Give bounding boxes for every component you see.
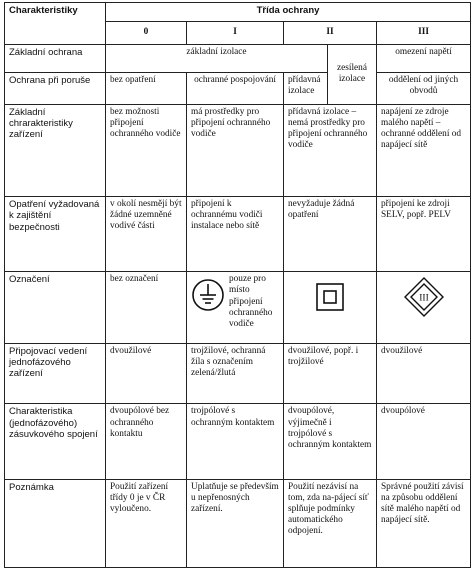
class-iii-diamond-icon xyxy=(404,277,444,317)
plug-label-bold2: zásuvkového spojení xyxy=(9,429,98,441)
plug-class1-cell: trojpólové s ochranným kontaktem xyxy=(187,404,284,479)
protection-class-table xyxy=(4,2,471,568)
marking-label: Označení xyxy=(5,272,106,343)
measures-label-rest: vyžadovaná k zajištění bezpečnosti xyxy=(9,198,100,233)
note-label: Poznámka xyxy=(5,479,106,567)
class-1-header: I xyxy=(187,21,284,44)
basic-insulation-cell: základní izolace xyxy=(106,44,328,72)
header-row-1 xyxy=(5,3,471,22)
row-plug xyxy=(5,404,471,479)
measures-class3-cell: připojení ke zdroji SELV, popř. PELV xyxy=(377,196,471,271)
note-class2-cell: Použití nezávisí na tom, zda na-pájecí síť splňuje podmínky automatického odpojení. xyxy=(284,479,377,567)
row-measures xyxy=(5,196,471,271)
characteristics-class3-cell: napájení ze zdroje malého napětí – ochranné oddělení od napájecí sítě xyxy=(377,104,471,196)
fault-class0-cell: bez opatření xyxy=(106,73,187,104)
row-supply-lead xyxy=(5,343,471,404)
supply-lead-class3-cell: dvoužilové xyxy=(377,343,471,404)
class-2-header: II xyxy=(284,21,377,44)
measures-class0-cell: v okolí nesmějí být žádné uzemněné vodivé části xyxy=(106,196,187,271)
fault-class2-cell: přídavná izolace xyxy=(284,73,328,104)
class-ii-double-square-icon xyxy=(316,283,344,311)
measures-label xyxy=(5,196,106,271)
row-note xyxy=(5,479,471,567)
marking-class1-cell xyxy=(187,272,284,343)
header-protection-class: Třída ochrany xyxy=(106,3,471,22)
fault-class3-cell: oddělení od jiných obvodů xyxy=(377,73,471,104)
reinforced-insulation-cell: zesílená izolace xyxy=(328,44,377,104)
voltage-limit-cell: omezení napětí xyxy=(377,44,471,72)
plug-class2-cell: dvoupólové, výjimečně i trojpólové s ochranným kontaktem xyxy=(284,404,377,479)
marking-class0-cell: bez označení xyxy=(106,272,187,343)
supply-lead-label xyxy=(5,343,106,404)
plug-label-bold: Charakteristika xyxy=(9,406,73,418)
measures-class2-cell: nevyžaduje žádná opatření xyxy=(284,196,377,271)
note-class0-cell: Použití zařízení třídy 0 je v ČR vyloučeno. xyxy=(106,479,187,567)
plug-class0-cell: dvoupólové bez ochranného kontaktu xyxy=(106,404,187,479)
plug-label-mid: (jednofázového) xyxy=(9,417,78,429)
supply-lead-class0-cell: dvoužilové xyxy=(106,343,187,404)
class-0-header: 0 xyxy=(106,21,187,44)
supply-lead-label-bold: Připojovací vedení xyxy=(9,345,88,357)
fault-class1-cell: ochranné pospojování xyxy=(187,73,284,104)
supply-lead-class2-cell: dvoužilové, popř. i trojžilové xyxy=(284,343,377,404)
supply-lead-label-rest: jednofázového zařízení xyxy=(9,356,71,380)
basic-protection-label: Základní ochrana xyxy=(5,44,106,72)
note-class3-cell: Správné použití závisí na způsobu oddělení sítě malého napětí od napájecí sítě. xyxy=(377,479,471,567)
marking-class3-cell xyxy=(377,272,471,343)
row-marking xyxy=(5,272,471,343)
measures-class1-cell: připojení k ochrannému vodiči instalace nebo sítě xyxy=(187,196,284,271)
row-fault-protection xyxy=(5,73,471,94)
plug-class3-cell: dvoupólové xyxy=(377,404,471,479)
characteristics-class2-cell: přídavná izolace – nemá prostředky pro připojení ochranného vodiče xyxy=(284,104,377,196)
row-basic-characteristics xyxy=(5,104,471,196)
basic-characteristics-label: Základní chrarakteristiky zařízení xyxy=(5,104,106,196)
marking-class2-cell xyxy=(284,272,377,343)
marking-class1-text: pouze pro místo připojení ochranného vodiče xyxy=(229,274,273,329)
header-characteristics: Charakteristiky xyxy=(5,3,106,45)
row-basic-protection xyxy=(5,44,471,71)
characteristics-class0-cell: bez možnosti připojení ochranného vodiče xyxy=(106,104,187,196)
class-3-header: III xyxy=(377,21,471,44)
plug-label xyxy=(5,404,106,479)
supply-lead-class1-cell: trojžilové, ochranná žíla s označením zelená/žlutá xyxy=(187,343,284,404)
protective-earth-symbol-icon xyxy=(191,278,225,312)
class-iii-diamond-label: III xyxy=(418,293,429,304)
note-class1-cell: Uplatňuje se především u nepřenosných zařízení. xyxy=(187,479,284,567)
measures-label-bold: Opatření xyxy=(9,198,46,210)
characteristics-class1-cell: má prostředky pro připojení ochranného vodiče xyxy=(187,104,284,196)
fault-protection-label: Ochrana při poruše xyxy=(5,73,106,104)
